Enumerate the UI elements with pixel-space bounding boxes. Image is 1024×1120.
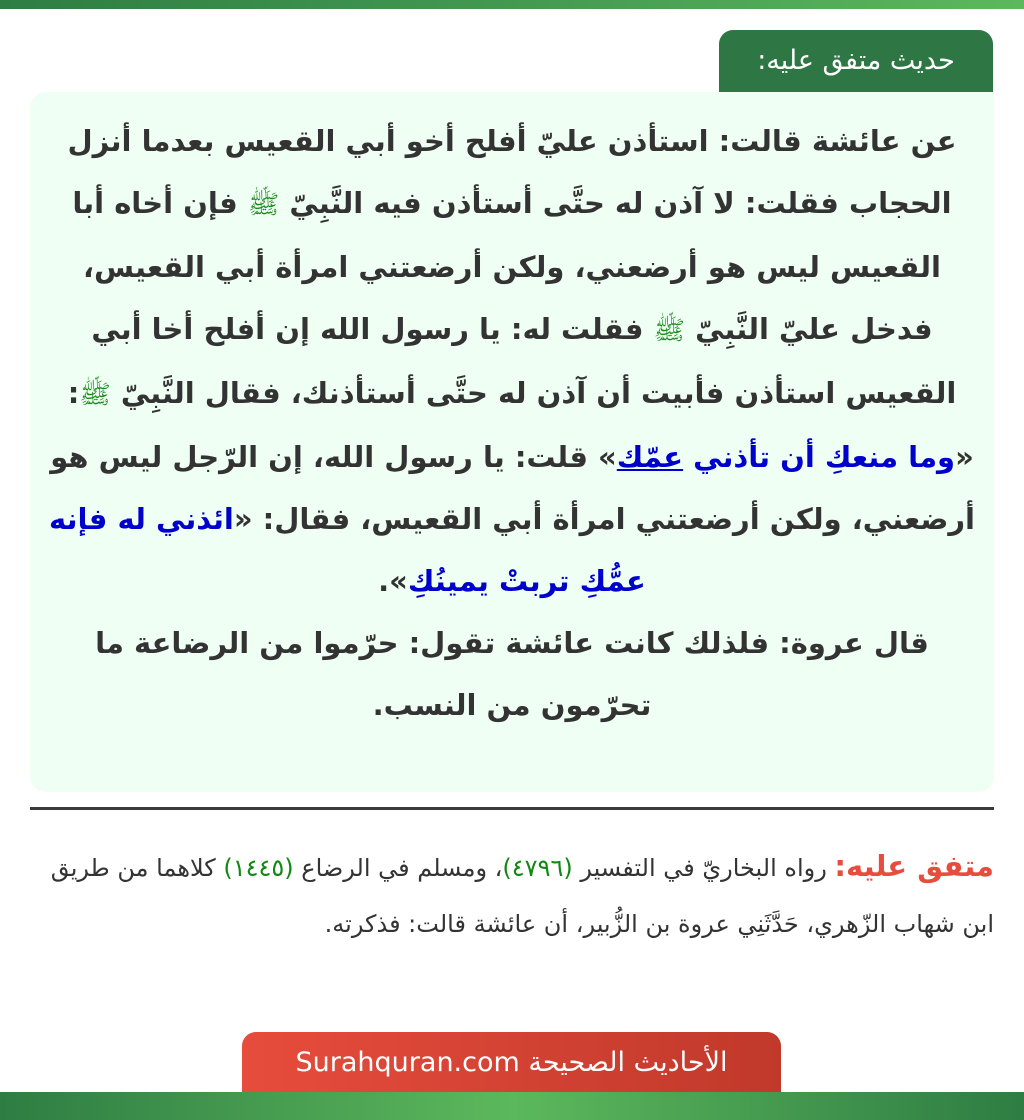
hadith-paragraph [46,110,978,612]
hadith-text-part4: : « [67,376,974,474]
prophet-quote-2: ائذني له فإنه عمُّكِ تربتْ يمينُكِ [49,502,646,598]
hadith-text-part1: عن عائشة قالت: استأذن عليّ أفلح أخو أبي القعيس بعدما أنزل الحجاب فقلت: لا آذن له حتَّى أستأذن فيه النَّبِيّ [67,124,957,220]
hadith-title-tab [719,30,993,92]
source-text-2: ، ومسلم في الرضاع [293,854,503,882]
saw-icon: ﷺ [79,380,111,410]
hadith-text-part2: فإن أخاه أبا القعيس ليس هو أرضعني، ولكن أرضعتني امرأة أبي القعيس، فدخل عليّ النَّبِيّ [72,186,941,346]
muslim-ref-number: (١٤٤٥) [223,854,294,882]
source-chain: ابن شهاب الزّهري، حَدَّثَنِي عروة بن الزُّبير، أن عائشة قالت: فذكرته. [324,910,994,938]
hadith-text-box [30,92,994,792]
bukhari-ref-number: (٤٧٩٦) [502,854,573,882]
source-text-3: كلاهما من طريق [50,854,224,882]
hadith-source [28,838,994,952]
bottom-decorative-bar [0,1092,1024,1120]
saw-icon: ﷺ [653,316,685,346]
hadith-title: حديث متفق عليه: [757,45,955,76]
saw-icon: ﷺ [247,190,280,220]
hadith-text-part6: ». [378,564,408,598]
prophet-quote-1-link[interactable]: عمّك [616,440,684,474]
site-badge-label: الأحاديث الصحيحة Surahquran.com [295,1047,728,1078]
source-text-1: رواه البخاريّ في التفسير [572,854,835,882]
source-label: متفق عليه: [834,849,994,883]
top-decorative-bar [0,0,1024,9]
urwah-statement: قال عروة: فلذلك كانت عائشة تقول: حرّموا من الرضاعة ما تحرّمون من النسب. [95,626,929,722]
hadith-text-part3: فقلت له: يا رسول الله إن أفلح أخا أبي القعيس استأذن فأبيت أن آذن له حتَّى أستأذنك، فقال النَّبِيّ [91,312,957,410]
hadith-text-part5: » قلت: يا رسول الله، إن الرّجل ليس هو أرضعني، ولكن أرضعتني امرأة أبي القعيس، فقال: « [50,440,975,536]
prophet-quote-1: وما منعكِ أن تأذني [683,440,956,474]
site-badge[interactable] [242,1032,781,1092]
section-divider [30,807,994,810]
